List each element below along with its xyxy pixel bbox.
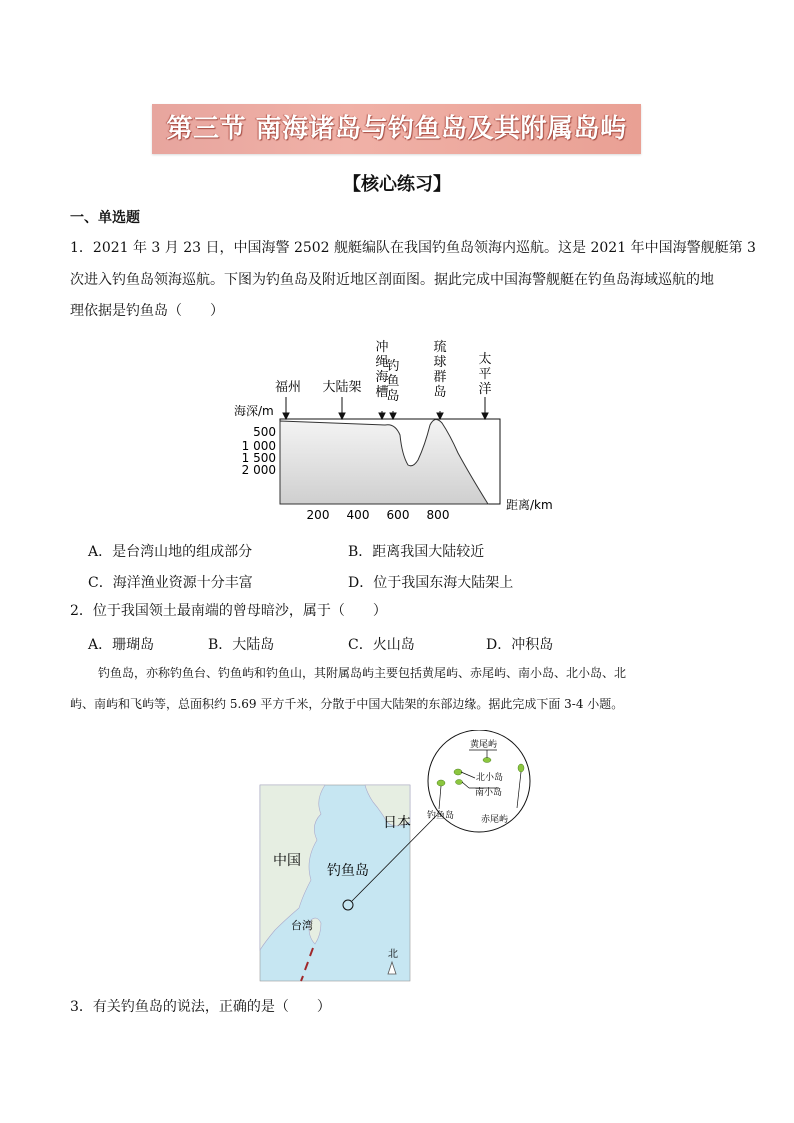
inset-label-huangwei: 黄尾屿 [470, 740, 498, 750]
page-title: 第三节 南海诸岛与钓鱼岛及其附属岛屿 [166, 114, 627, 144]
island-chiwei [518, 764, 524, 772]
x-tick: 200 [306, 508, 330, 522]
section-heading: 一、单选题 [70, 210, 140, 226]
q1-option-d[interactable]: D．位于我国东海大陆架上 [348, 575, 514, 591]
y-tick: 1 000 [241, 439, 276, 453]
label-ryukyu: 琉球群岛 [433, 340, 447, 400]
label-shelf: 大陆架 [322, 380, 362, 395]
q1-option-b[interactable]: B．距离我国大陆较近 [348, 544, 485, 560]
q1-line3: 理依据是钓鱼岛（ ） [70, 303, 224, 319]
q3-stem: 3．有关钓鱼岛的说法，正确的是（ ） [70, 999, 331, 1015]
x-tick: 600 [386, 508, 410, 522]
x-tick: 800 [426, 508, 450, 522]
label-trough: 冲绳海槽 [375, 340, 389, 400]
seafloor-profile-figure [230, 335, 560, 525]
seafloor-area [280, 419, 488, 504]
q1-option-c[interactable]: C．海洋渔业资源十分丰富 [88, 575, 253, 591]
label-diaoyu: 钓鱼岛 [386, 359, 400, 404]
q2-option-d[interactable]: D．冲积岛 [486, 637, 554, 653]
island-beixiao [454, 769, 462, 775]
x-axis-label: 距离/km [506, 498, 553, 512]
island-diaoyu [437, 780, 445, 786]
label-fuzhou: 福州 [274, 380, 302, 395]
x-tick: 400 [346, 508, 370, 522]
q2-option-a[interactable]: A．珊瑚岛 [88, 637, 155, 653]
label-pacific: 太平洋 [478, 352, 492, 397]
map-label-north: 北 [388, 949, 398, 960]
q1-option-a[interactable]: A．是台湾山地的组成部分 [88, 544, 253, 560]
inset-label-nanxiao: 南小岛 [475, 788, 503, 798]
passage-line2: 屿、南屿和飞屿等，总面积约 5.69 平方千米，分散于中国大陆架的东部边缘。据此完成下面 3-4 小题。 [70, 697, 624, 711]
subtitle: 【核心练习】 [343, 174, 451, 195]
q1-line2: 次进入钓鱼岛领海巡航。下图为钓鱼岛及附近地区剖面图。据此完成中国海警舰艇在钓鱼岛海域巡航的地 [70, 272, 714, 288]
map-label-diaoyu: 钓鱼岛 [327, 863, 369, 879]
y-tick: 1 500 [241, 451, 276, 465]
y-tick: 2 000 [241, 463, 276, 477]
map-label-taiwan: 台湾 [291, 919, 313, 932]
y-tick: 500 [253, 425, 276, 439]
q1-line1: 1．2021 年 3 月 23 日，中国海警 2502 舰艇编队在我国钓鱼岛领海内巡航。这是 2021 年中国海警舰艇第 3 [70, 240, 756, 256]
map-label-japan: 日本 [383, 815, 411, 831]
inset-label-beixiao: 北小岛 [476, 773, 504, 783]
y-axis-label: 海深/m [234, 404, 274, 418]
q2-stem: 2．位于我国领土最南端的曾母暗沙，属于（ ） [70, 603, 387, 619]
inset-label-chiwei: 赤尾屿 [481, 815, 509, 825]
passage-line1: 钓鱼岛，亦称钓鱼台、钓鱼屿和钓鱼山，其附属岛屿主要包括黄尾屿、赤尾屿、南小岛、北小岛、北 [98, 666, 627, 680]
q2-option-c[interactable]: C．火山岛 [348, 637, 415, 653]
island-huangwei [483, 758, 491, 763]
q2-option-b[interactable]: B．大陆岛 [208, 637, 275, 653]
island-nanxiao [456, 780, 463, 785]
diaoyu-location-map [255, 730, 555, 988]
map-label-china: 中国 [273, 853, 301, 869]
inset-label-diaoyu: 钓鱼岛 [427, 811, 455, 821]
